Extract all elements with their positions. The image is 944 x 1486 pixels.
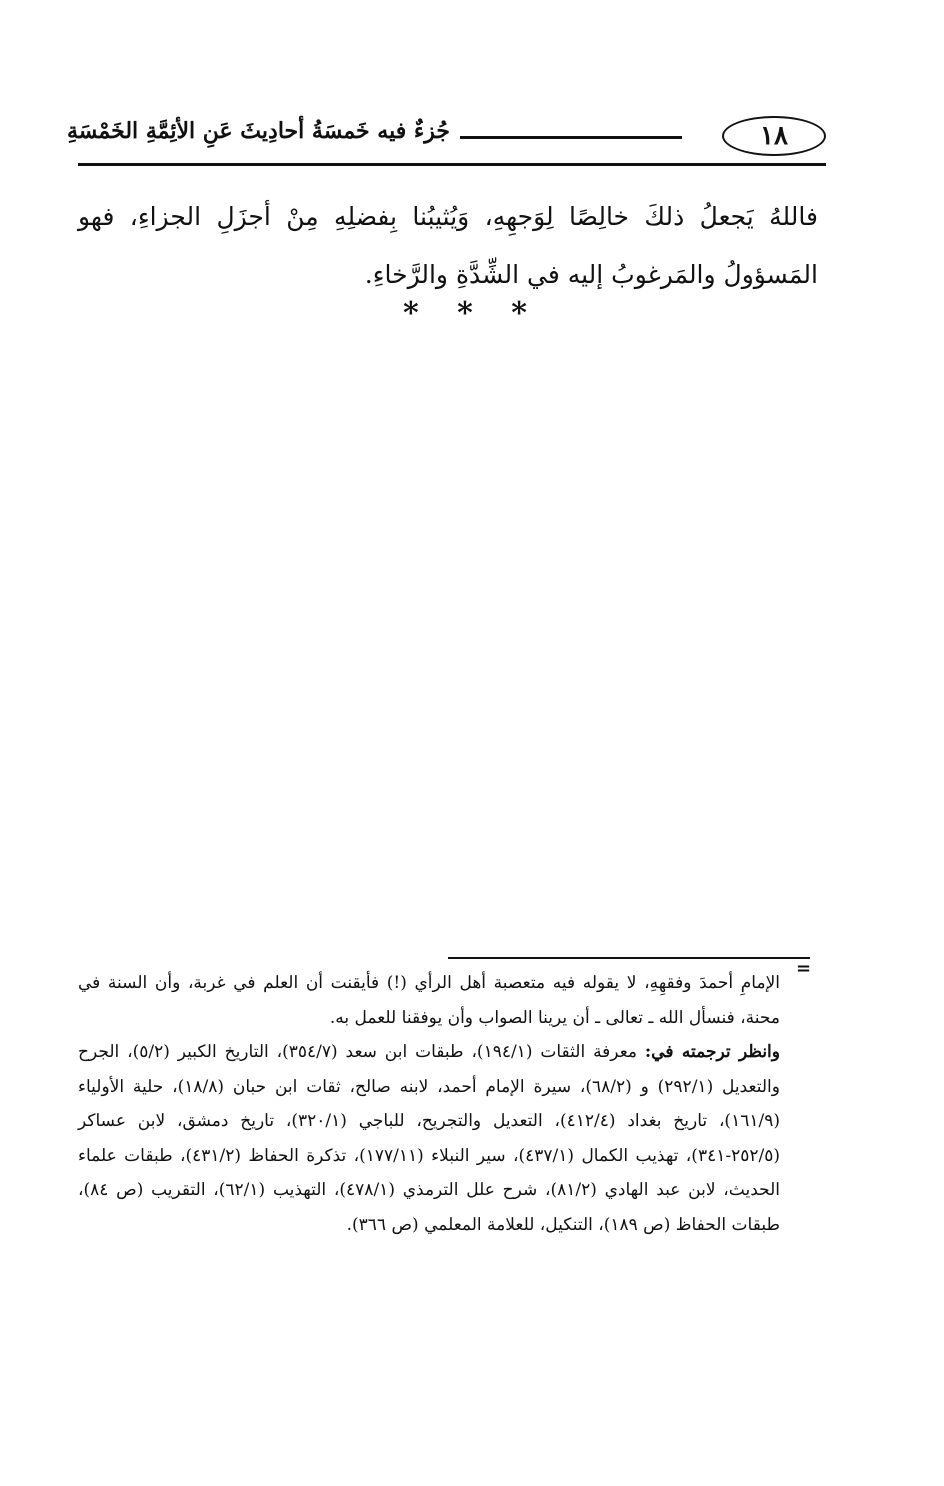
footnote-paragraph-1: الإمامِ أحمدَ وفقهِهِ، لا يقوله فيه متعصبة أهل الرأي (!) فأيقنت أن العلم في غربة، وأن السنة في محنة، فنسأل الله ـ تعالى ـ أن يرينا الصواب وأن يوفقنا للعمل به.: [78, 973, 780, 1028]
page-number: ١٨: [760, 121, 788, 151]
page-header: [67, 112, 826, 166]
footnote-lead: وانظر ترجمته في:: [644, 1042, 780, 1062]
running-title: جُزءٌ فيه خَمسَةُ أحادِيثَ عَنِ الأئِمَّةِ الخَمْسَةِ: [67, 118, 450, 144]
footnote: [78, 966, 780, 1242]
header-dash: [460, 136, 682, 139]
footnote-rule: [448, 957, 810, 959]
footnote-references: معرفة الثقات (١٩٤/١)، طبقات ابن سعد (٣٥٤/٧)، التاريخ الكبير (٥/٢)، الجرح والتعديل (٢٩٢/١) و (٦٨/٢)، سيرة الإمام أحمد، لابنه صالح، ثقات ابن حبان (١٨/٨)، حلية الأولياء (١٦١/٩)، تاريخ بغداد (٤١٢/٤)، التعديل والتجريح، للباجي (٣٢٠/١)، تاريخ دمشق، لابن عساكر (٢٥٢/٥-٣٤١)، تهذيب الكمال (٤٣٧/١)، سير النبلاء (١٧٧/١١)، تذكرة الحفاظ (٤٣١/٢)، طبقات علماء الحديث، لابن عبد الهادي (٨١/٢)، شرح علل الترمذي (٤٧٨/١)، التهذيب (٦٢/١)، التقريب (ص ٨٤)، طبقات الحفاظ (ص ١٨٩)، التنكيل، للعلامة المعلمي (ص ٣٦٦).: [78, 1042, 780, 1235]
section-separator: * * *: [403, 296, 541, 331]
main-paragraph: فاللهُ يَجعلُ ذلكَ خالِصًا لِوَجهِهِ، وَيُثيبُنا بِفضلِهِ مِنْ أجزَلِ الجزاءِ، فهو المَسؤولُ والمَرغوبُ إليه في الشِّدَّةِ والرَّخاءِ.: [78, 202, 818, 289]
footnote-paragraph-2: [78, 1035, 780, 1242]
header-rule: [78, 163, 826, 166]
page-number-badge: [722, 116, 826, 156]
footnote-continuation-marker: =: [796, 958, 812, 979]
